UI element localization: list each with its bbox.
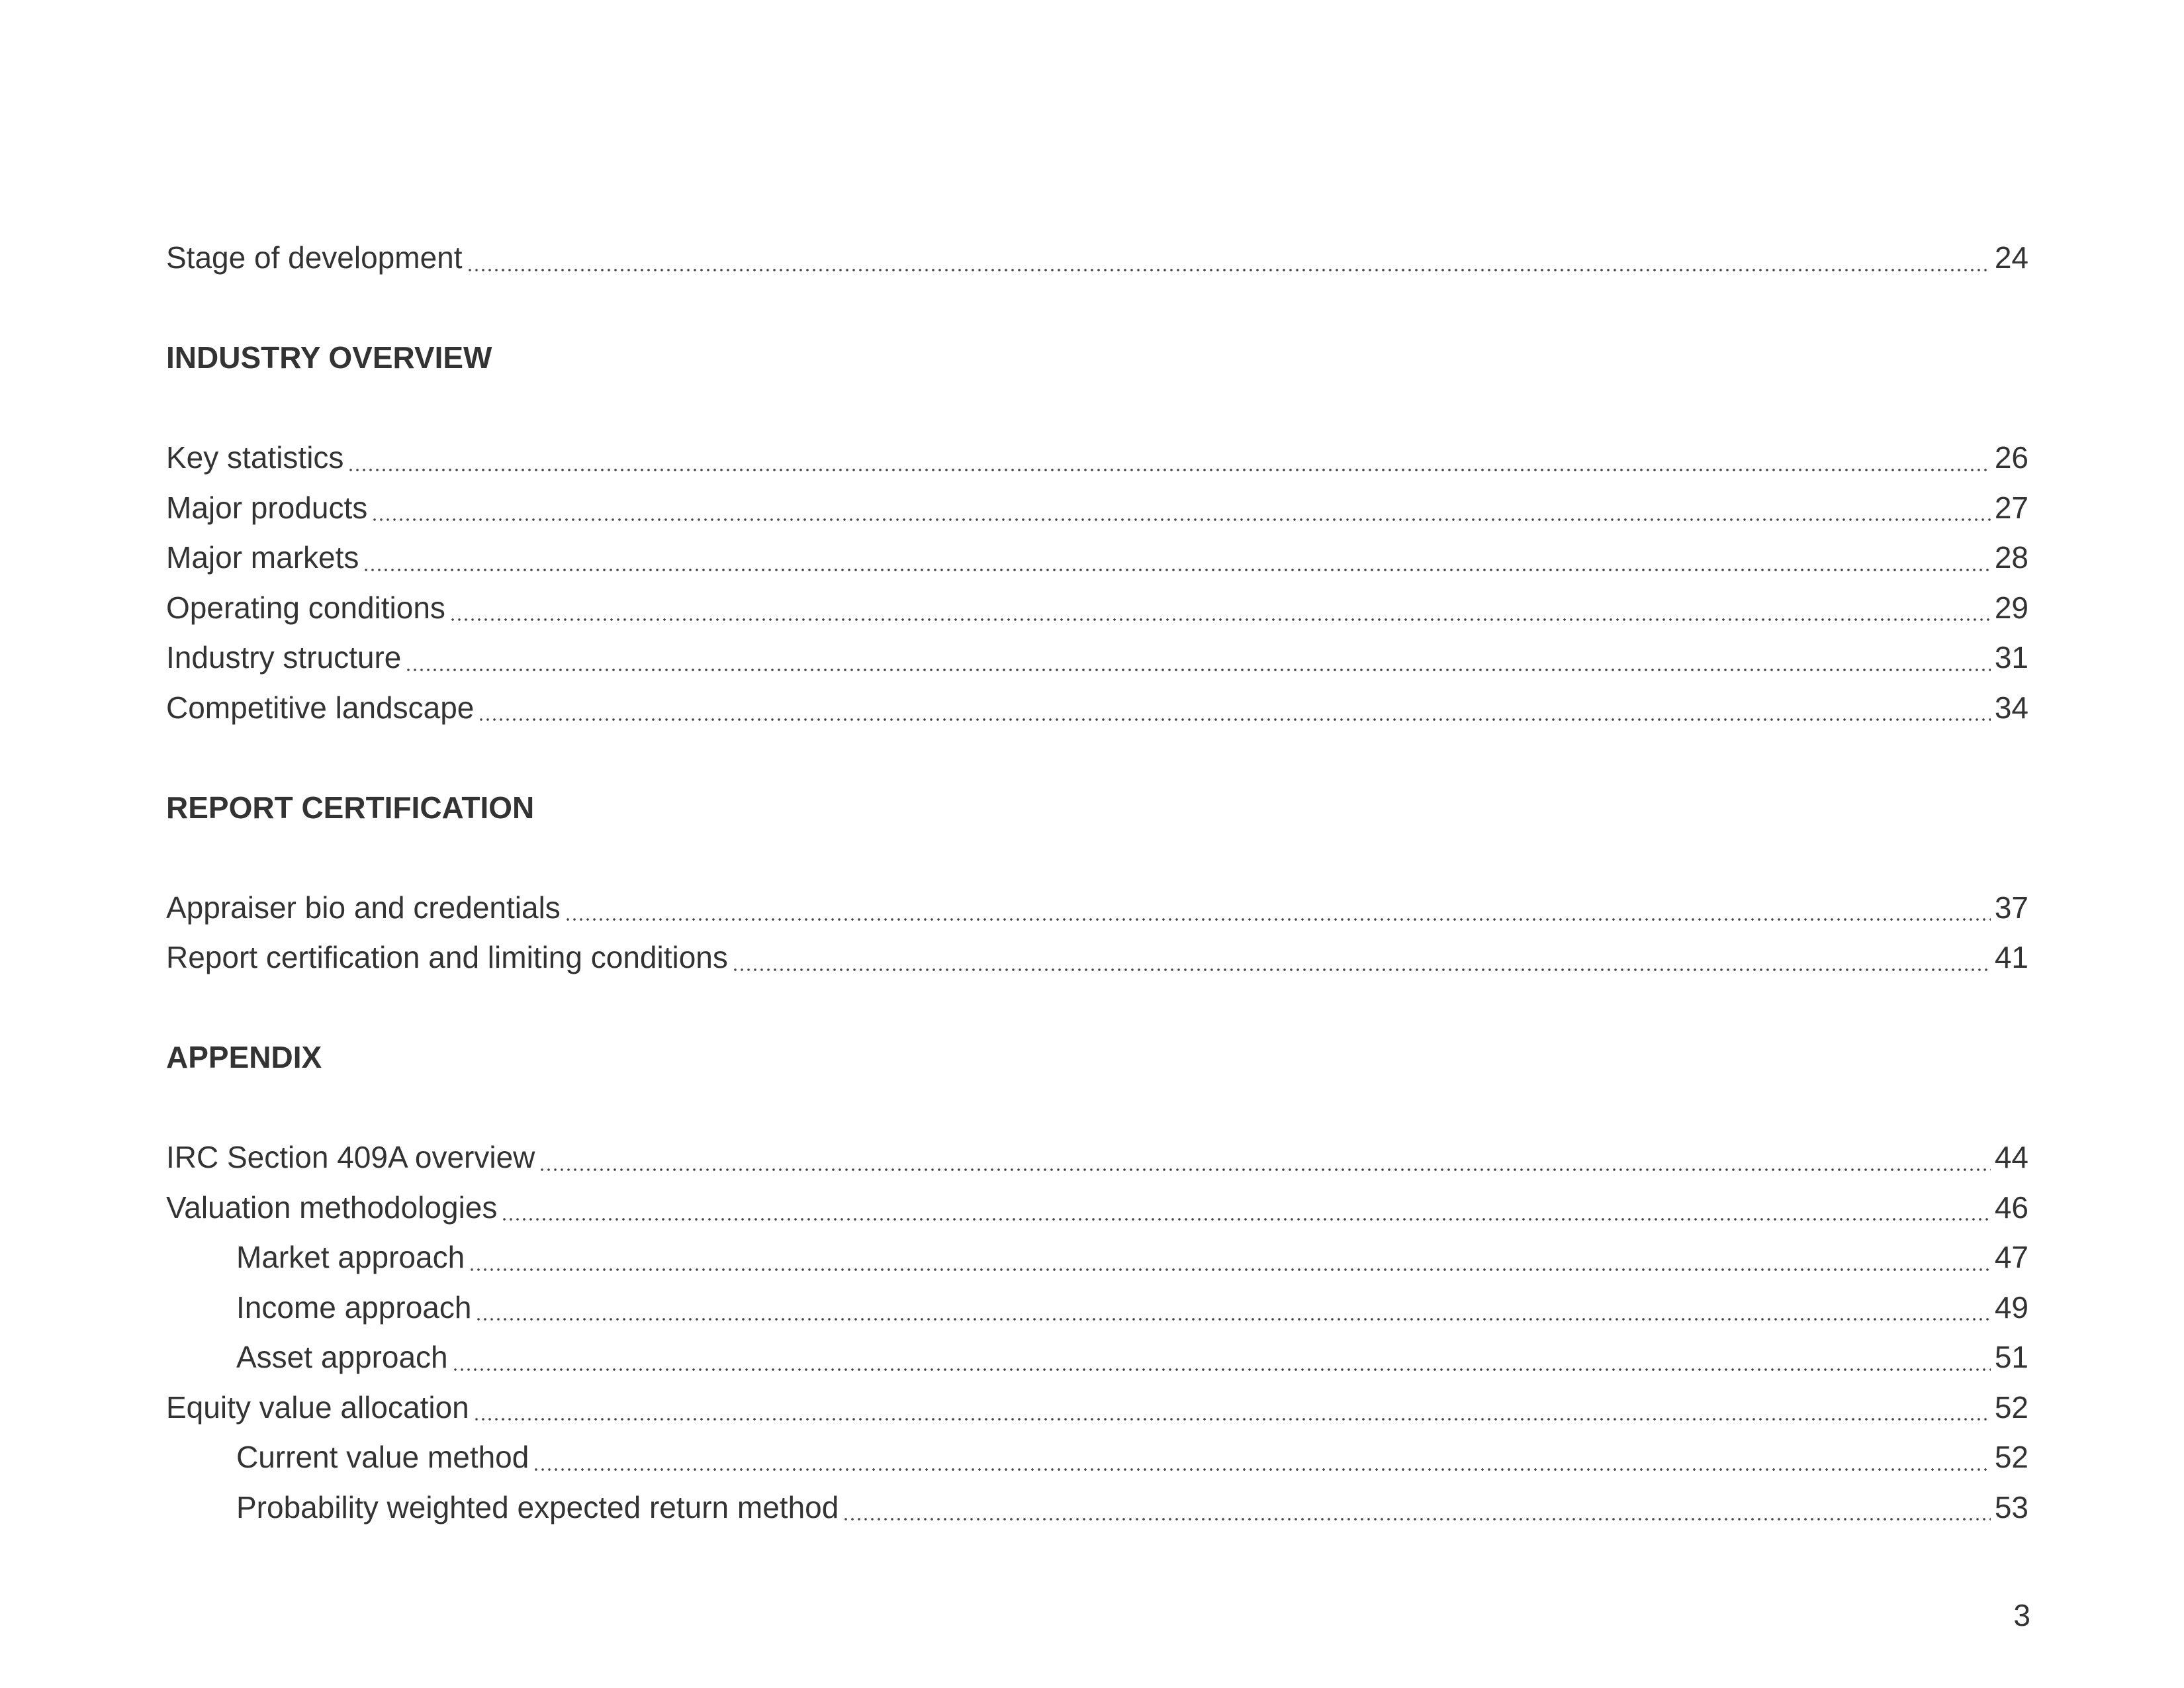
toc-entry-page-number: 34 (1994, 690, 2028, 725)
toc-entry-title: Industry structure (166, 640, 402, 675)
toc-dot-leader (449, 583, 1991, 633)
toc-dot-leader (371, 483, 1991, 534)
toc-dot-leader (478, 683, 1990, 733)
toc-dot-leader (533, 1432, 1990, 1483)
toc-entry-title: Major markets (166, 540, 359, 575)
toc-section-heading: APPENDIX (166, 1040, 322, 1074)
toc-dot-leader (501, 1183, 1990, 1233)
toc-entry[interactable] (166, 1383, 2028, 1433)
toc-entry-page-number: 41 (1994, 940, 2028, 974)
toc-entry[interactable] (166, 1283, 2028, 1333)
toc-entry-page-number: 53 (1994, 1489, 2028, 1524)
toc-entry[interactable] (166, 533, 2028, 583)
toc-dot-leader (405, 633, 1990, 683)
toc-entry-title: Asset approach (236, 1340, 448, 1374)
toc-entry[interactable] (166, 1133, 2028, 1183)
toc-entry-page-number: 37 (1994, 890, 2028, 925)
toc-entry[interactable] (166, 1333, 2028, 1383)
toc-entry-title: Stage of development (166, 240, 463, 275)
toc-entry[interactable] (166, 1483, 2028, 1533)
toc-entry-page-number: 49 (1994, 1289, 2028, 1325)
toc-dot-leader (469, 1233, 1991, 1283)
toc-dot-leader (363, 533, 1990, 583)
toc-entry-title: Competitive landscape (166, 690, 475, 725)
page-number: 3 (2013, 1598, 2030, 1632)
toc-dot-leader (732, 933, 1991, 983)
toc-entry-title: Valuation methodologies (166, 1190, 498, 1225)
toc-entry[interactable] (166, 1432, 2028, 1483)
toc-entry[interactable] (166, 233, 2028, 283)
toc-entry-page-number: 28 (1994, 540, 2028, 575)
toc-entry[interactable] (166, 683, 2028, 733)
toc-section-heading: INDUSTRY OVERVIEW (166, 340, 492, 375)
toc-entry[interactable] (166, 933, 2028, 983)
toc-entry-page-number: 52 (1994, 1440, 2028, 1474)
toc-entry-title: Current value method (236, 1440, 529, 1474)
toc-entry-title: Probability weighted expected return method (236, 1489, 839, 1524)
toc-entry-title: IRC Section 409A overview (166, 1140, 535, 1174)
toc-entry[interactable] (166, 483, 2028, 534)
toc-entry-title: Market approach (236, 1240, 465, 1274)
toc-entry-title: Income approach (236, 1289, 472, 1325)
toc-entry[interactable] (166, 1183, 2028, 1233)
toc-entry-page-number: 44 (1994, 1140, 2028, 1174)
toc-entry-title: Equity value allocation (166, 1389, 469, 1425)
toc-entry[interactable] (166, 583, 2028, 633)
toc-entry-page-number: 26 (1994, 440, 2028, 475)
toc-entry-page-number: 46 (1994, 1190, 2028, 1225)
toc-dot-leader (539, 1133, 1990, 1183)
toc-entry-title: Major products (166, 490, 368, 525)
toc-entry-page-number: 24 (1994, 240, 2028, 275)
toc-entry[interactable] (166, 633, 2028, 683)
toc-dot-leader (452, 1333, 1991, 1383)
toc-entry[interactable] (166, 433, 2028, 483)
toc-entry[interactable] (166, 883, 2028, 933)
toc-entry-page-number: 51 (1994, 1340, 2028, 1374)
toc-entry-page-number: 27 (1994, 490, 2028, 525)
toc-dot-leader (347, 433, 1990, 483)
toc-dot-leader (467, 233, 1991, 283)
toc-dot-leader (565, 883, 1991, 933)
toc-dot-leader (473, 1383, 1991, 1433)
toc-entry-title: Appraiser bio and credentials (166, 890, 561, 925)
toc-entry-page-number: 47 (1994, 1240, 2028, 1274)
toc-dot-leader (475, 1283, 1990, 1333)
toc-entry-title: Key statistics (166, 440, 344, 475)
toc-entry-page-number: 52 (1994, 1389, 2028, 1425)
toc-entry-title: Operating conditions (166, 590, 445, 625)
toc-entry-page-number: 29 (1994, 590, 2028, 625)
toc-dot-leader (842, 1483, 1991, 1533)
toc-entry-page-number: 31 (1994, 640, 2028, 675)
toc-entry-title: Report certification and limiting conditions (166, 940, 728, 974)
toc-section-heading: REPORT CERTIFICATION (166, 790, 535, 825)
toc-entry[interactable] (166, 1233, 2028, 1283)
table-of-contents (166, 233, 2028, 1532)
